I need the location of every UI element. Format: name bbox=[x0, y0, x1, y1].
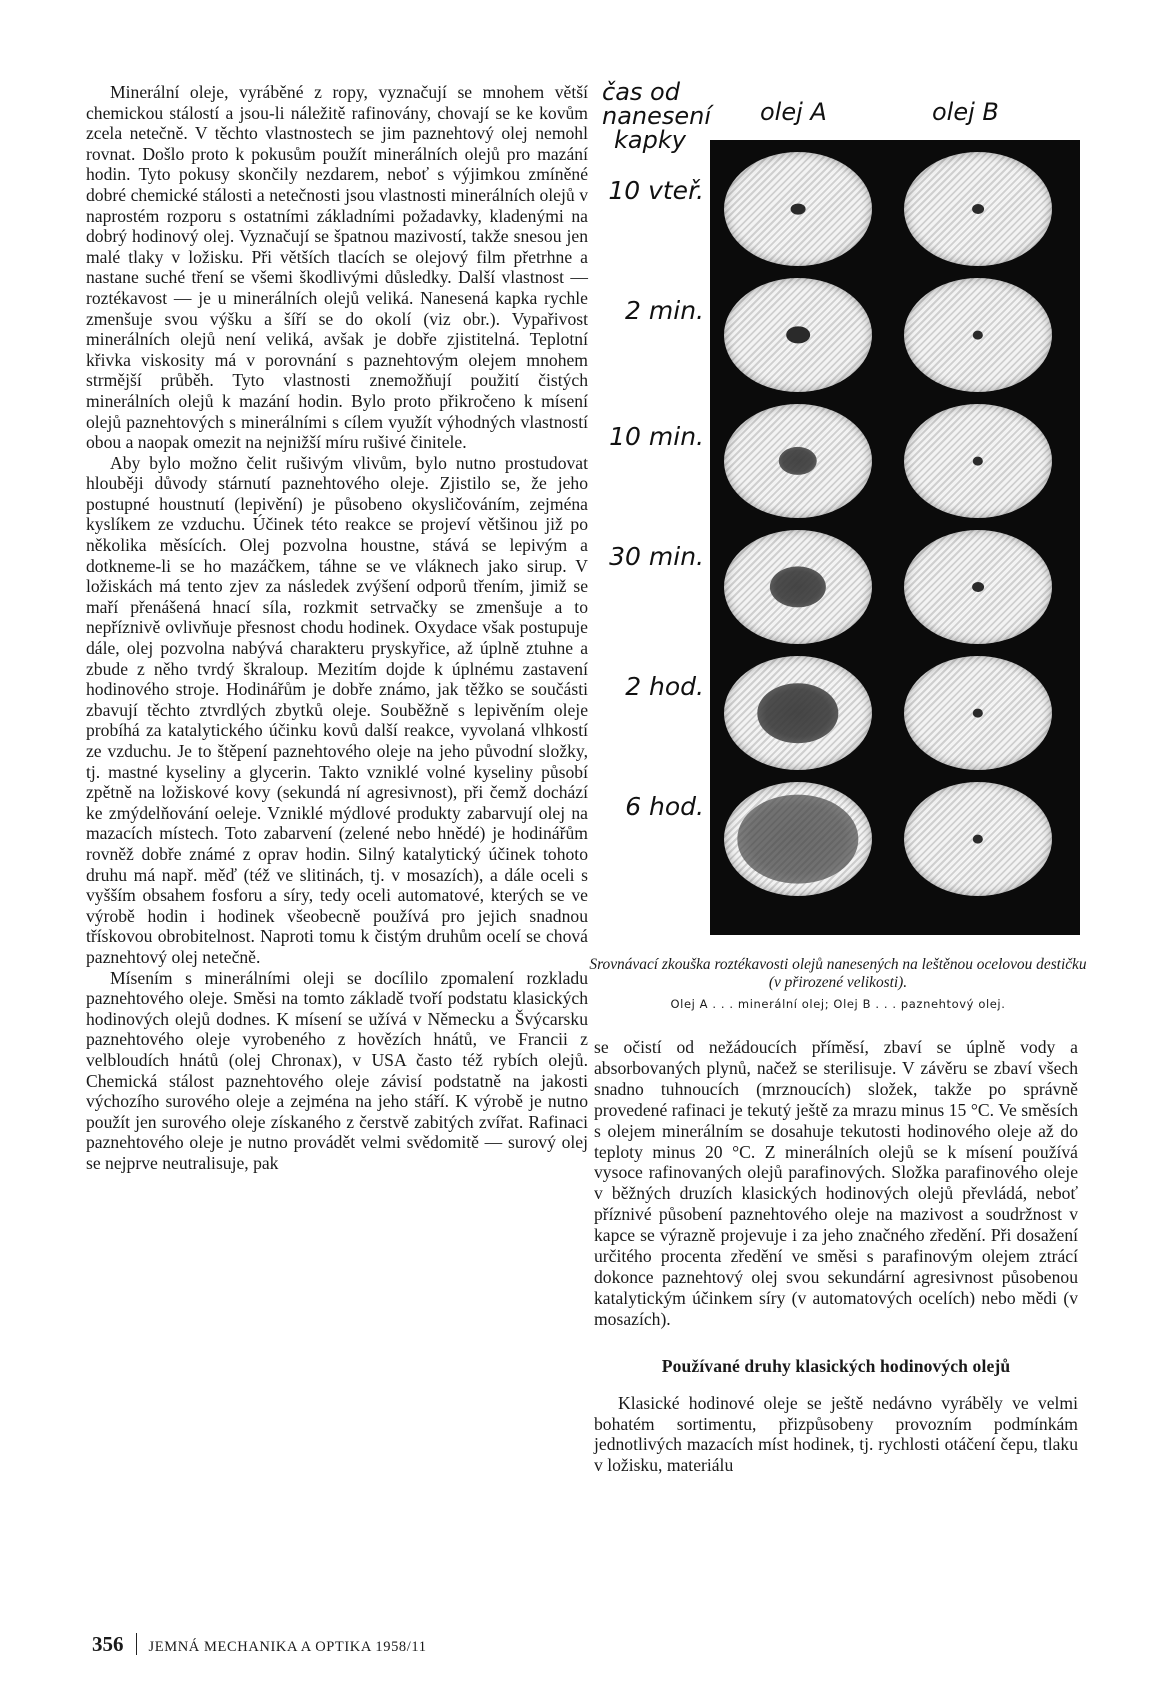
oil-spot-b bbox=[973, 457, 983, 466]
spreading-test-figure bbox=[594, 80, 1082, 935]
section-heading: Používané druhy klasických hodinových olejů bbox=[661, 1355, 1011, 1376]
paragraph-aging: Aby bylo možno čelit rušivým vlivům, bylo nutno prostudovat hlouběji důvody stárnutí paznehtového oleje. Zjistilo se, že jeho postupné houstnutí (lepivění) je působeno okysličováním, zejména kyslíkem ze vzduchu. Účinek této reakce se projeví většinou již po několika měsících. Olej pozvolna houstne, stává se lepivým a dotkneme-li se ho mazáčkem, táhne se ve vláknech jako sirup. V ložiskách má tento zjev za následek zvýšení odporů třením, jimiž se maří přenášená hnací síla, rozkmit setrvačky se zmenšuje a to nepříznivě ovlivňuje přesnost chodu hodinek. Oxydace však postupuje dále, olej pozvolna nabývá charakteru pryskyřice, až úplně ztuhne a zbude z něho tvrdý škraloup. Mezitím dojde k úplnému zastavení hodinového stroje. Hodinářům je dobře známo, jak těžko se součásti zbavují těchto ztvrdlých zbytků oleje. Souběžně s lepivěním oleje probíhá za katalytického účinku kovů další reakce, vyvolaná vlhkostí ze vzduchu. Je to štěpení paznehtového oleje na jeho původní složky, tj. mastné kyseliny a glycerin. Takto vzniklé volné kyseliny působí zpětně na ložiskové kovy (sekundá ní agresivnost), při čemž dochází ke zmýdelňování oeleje. Vzniklé mýdlové produkty zabarvují olej na mazacích místech. Toto zabarvení (zelené nebo hnědé) je hodinářům rovněž dobře známé z oprav hodin. Silný katalytický účinek tohoto druhu má např. měď (též ve slitinách, tj. v mosazích), a dále oceli s vyšším obsahem fosforu a síry, tedy oceli automatové, kterých se ve výrobě hodin i hodinek všeobecně používá pro jejich snadnou třískovou obrobitelnost. Naproti tomu k čistým druhům ocelí se chová paznehtový olej netečně. bbox=[86, 452, 588, 967]
oil-spot-b bbox=[972, 582, 984, 592]
time-label: 2 min. bbox=[625, 296, 704, 325]
figure-legend: Olej A . . . minerální olej; Olej B . . . paznehtový olej. bbox=[670, 997, 1006, 1011]
plate-oil-b bbox=[904, 404, 1052, 518]
oil-spot-a bbox=[791, 204, 806, 215]
plate-oil-a bbox=[724, 404, 872, 518]
plate-oil-b bbox=[904, 152, 1052, 266]
right-text-column bbox=[594, 1037, 1078, 1476]
header-time-line: čas od bbox=[602, 78, 680, 106]
oil-spot-a bbox=[786, 326, 810, 343]
paragraph-classic-oils: Klasické hodinové oleje se ještě nedávno vyráběly ve velmi bohatém sortimentu, přizpůsobeny provozním podmínkám jednotlivých mazacích míst hodinek, tj. rychlosti otáčení čepu, tlaku v ložisku, materiálu bbox=[594, 1392, 1078, 1476]
plate-oil-b bbox=[904, 656, 1052, 770]
plate-oil-a bbox=[724, 656, 872, 770]
time-label: 10 min. bbox=[609, 422, 704, 451]
time-label: 30 min. bbox=[609, 542, 704, 571]
oil-spot-a bbox=[757, 683, 838, 743]
plate-oil-b bbox=[904, 782, 1052, 896]
oil-spot-a bbox=[779, 447, 817, 475]
page-footer bbox=[92, 1632, 427, 1657]
plate-oil-b bbox=[904, 278, 1052, 392]
figure-caption: Srovnávací zkouška roztékavosti olejů nanesených na leštěnou ocelovou destičku (v přirozené velikosti). bbox=[589, 956, 1087, 991]
figure-header-oil-a: olej A bbox=[760, 98, 827, 126]
time-label: 6 hod. bbox=[625, 792, 704, 821]
header-time-line: kapky bbox=[614, 126, 686, 154]
plate-oil-a bbox=[724, 782, 872, 896]
paragraph-refining: se očistí od nežádoucích příměsí, zbaví se úplně vody a absorbovaných plynů, načež se sterilisuje. V závěru se zbaví všech snadno tuhnoucích (mrznoucích) složek, takže po správně provedené rafinaci je tekutý ještě za mrazu minus 15 °C. Ve směsích s olejem minerálním se dosahuje tekutosti hodinového oleje až do teploty minus 20 °C. Z minerálních olejů se k mísení používá vysoce rafinovaných olejů parafinových. Složka parafinového oleje v běžných druzích klasických hodinových olejů převládá, neboť příznivé působení paznehtového oleje na mazivost a soudržnost v kapce se výrazně projevuje i za jeho značného zředění. Při dosažení určitého procenta zředění ve směsi s parafinovým olejem ztrácí dokonce paznehtový olej svou sekundární agresivnost působenou katalytickým účinkem síry (v automatových ocelích) nebo mědi (v mosazích). bbox=[594, 1037, 1078, 1329]
oil-spot-a bbox=[770, 566, 826, 607]
figure-header-oil-b: olej B bbox=[932, 98, 999, 126]
oil-spot-b bbox=[972, 204, 984, 214]
plate-oil-a bbox=[724, 152, 872, 266]
paragraph-mineral-oils: Minerální oleje, vyráběné z ropy, vyznačují se mnohem větší chemickou stálostí a jsou-li náležitě rafinovány, chovají se ke kovům zcela netečně. V těchto vlastnostech se jim paznehtový olej nemohl rovnat. Došlo proto k pokusům použít minerálních olejů pro mazání hodin. Tyto pokusy skončily nezdarem, neboť s výjimkou zmíněné dobré chemické stálosti a netečnosti jsou vlastnosti minerálních olejů v naprostém rozporu s ostatními základními požadavky, kladenými na dobrý hodinový olej. Vyznačují se špatnou mazivostí, takže snesou jen malé tlaky v ložisku. Při větších tlacích se olejový film přetrhne a nastane suché tření se všemi škodlivými důsledky. Další vlastnost — roztékavost — je u minerálních olejů veliká. Nanesená kapka rychle zmenšuje svou výšku a šíří se do okolí (viz obr.). Vypařivost minerálních olejů není veliká, avšak je dobře zjistitelná. Teplotní křivka viskosity má v porovnání s paznehtovým olejem mnohem strmější průběh. Tyto vlastnosti znemožňují použití čistých minerálních olejů k mazání hodin. Bylo proto přikročeno k mísení olejů paznehtových s minerálními s cílem využít výhodných vlastností obou a naopak omezit na nejnižší míru rušivé činitele. bbox=[86, 82, 588, 453]
paragraph-mixing: Mísením s minerálními oleji se docílilo zpomalení rozkladu paznehtového oleje. Směsi na tomto základě tvoří podstatu klasických hodinových olejů dodnes. K mísení se užívá v Německu a Švýcarsku paznehtového oleje vyrobeného z hovězích hnátů, ve Francii z velbloudích hnátů (olej Chronax), v USA často též rybích olejů. Chemická stálost paznehtového oleje závisí podstatně na jakosti výchozího surového oleje a zejména na jeho stáří. K výrobě je nutno použít jen surového oleje získaného z čerstvě zabitých zvířat. Rafinaci paznehtového oleje je nutno provádět velmi svědomitě — surový olej se nejprve neutralisuje, pak bbox=[86, 967, 588, 1173]
oil-spot-a bbox=[737, 795, 858, 884]
header-time-line: nanesení bbox=[602, 102, 712, 130]
plate-panel bbox=[710, 140, 1080, 935]
footer-divider bbox=[136, 1633, 137, 1655]
plate-oil-b bbox=[904, 530, 1052, 644]
plate-oil-a bbox=[724, 278, 872, 392]
left-text-column bbox=[86, 82, 588, 1173]
oil-spot-b bbox=[973, 709, 983, 718]
time-label: 2 hod. bbox=[625, 672, 704, 701]
journal-name: JEMNÁ MECHANIKA A OPTIKA 1958/11 bbox=[148, 1639, 427, 1655]
oil-spot-b bbox=[973, 331, 983, 340]
page-number: 356 bbox=[92, 1632, 124, 1656]
oil-spot-b bbox=[973, 835, 983, 844]
time-label: 10 vteř. bbox=[608, 176, 704, 205]
figure-header-time bbox=[602, 80, 711, 152]
plate-oil-a bbox=[724, 530, 872, 644]
